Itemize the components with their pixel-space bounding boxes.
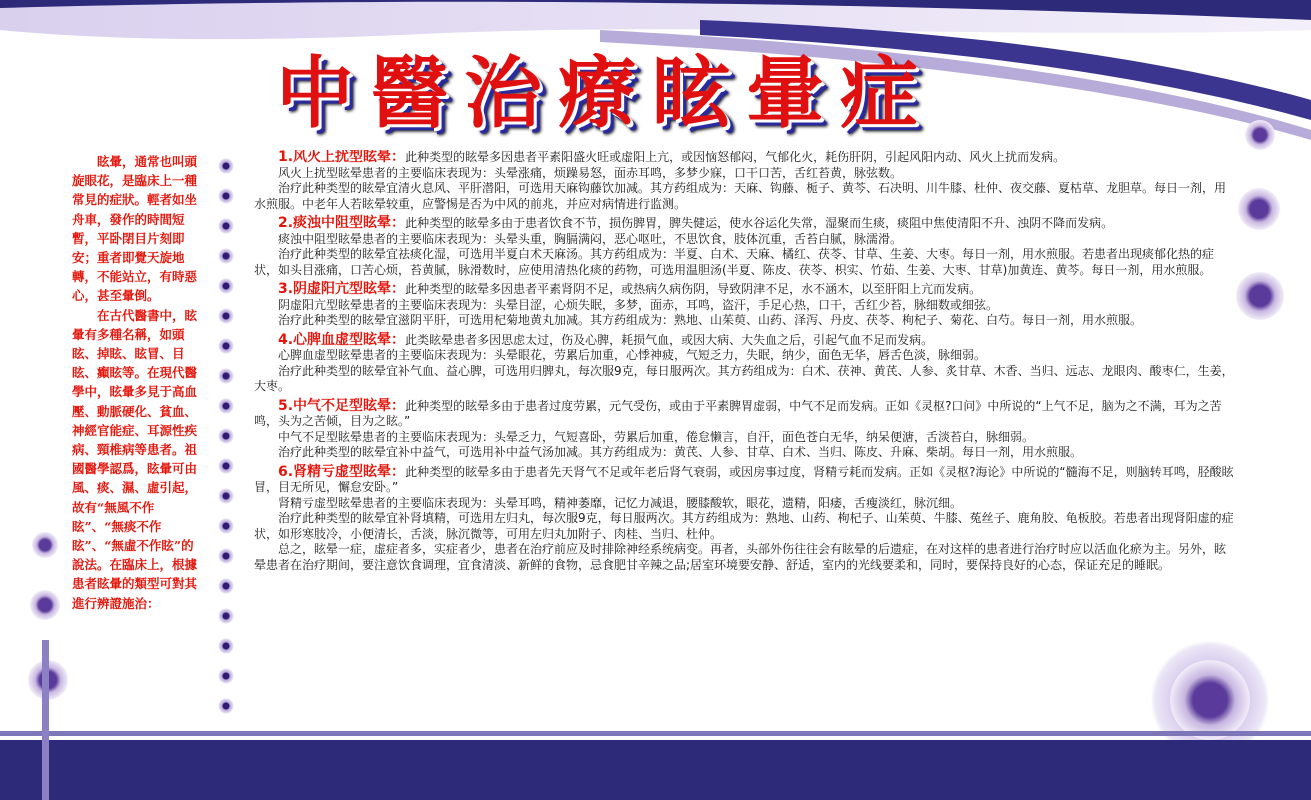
bullet-dot-icon [218, 398, 234, 414]
section-paragraph: 治疗此种类型的眩晕宜补中益气，可选用补中益气汤加减。其方药组成为：黄芪、人参、甘草、白术、当归、陈皮、升麻、柴胡。每日一剂，用水煎服。 [278, 445, 1083, 459]
section-paragraph: 阴虚阳亢型眩晕患者的主要临床表现为：头晕目涩，心烦失眠，多梦，面赤，耳鸣，盗汗，手足心热，口干，舌红少苔，脉细数或细弦。 [278, 297, 999, 312]
article-body [254, 150, 1234, 725]
section-paragraph: 风火上扰型眩晕患者的主要临床表现为：头晕涨痛，烦躁易怒，面赤耳鸣，多梦少寐，口干口苦，舌红苔黄，脉弦数。 [278, 165, 903, 180]
intro-paragraph: 眩暈，通常也叫頭旋眼花，是臨床上一種常見的症狀。輕者如坐舟車，發作的時間短暫，平卧閉目片刻即安；重者即覺天旋地轉，不能站立，有時惡心，甚至暈倒。 [72, 154, 198, 304]
bullet-dot-icon [218, 278, 234, 294]
section-paragraph: 治疗此种类型的眩晕宜滋阴平肝，可选用杞菊地黄丸加减。其方药组成为：熟地、山茱萸、山药、泽泻、丹皮、茯苓、枸杞子、菊花、白芍。每日一剂，用水煎服。 [278, 313, 1143, 327]
section-lead: 此种类型的眩晕多由于患者先天肾气不足或年老后肾气衰弱，或因房事过度，肾精亏耗而发病。正如《灵枢?海论》中所说的“髓海不足，则脑转耳鸣，胫酸眩冒，目无所见，懈怠安卧。” [254, 464, 1234, 494]
section-paragraph: 治疗此种类型的眩晕宜补肾填精，可选用左归丸，每次服9克，每日服两次。其方药组成为：熟地、山药、枸杞子、山茱萸、牛膝、菟丝子、鹿角胶、龟板胶。若患者出现肾阳虚的症状，如形寒肢冷，小便清长，舌淡，脉沉微等，可用左归丸加附子、肉桂、当归、杜仲。 [254, 511, 1234, 541]
bullet-dot-icon [218, 458, 234, 474]
bullet-dot-icon [218, 668, 234, 684]
section-lead: 此种类型的眩晕多因患者平素肾阴不足，或热病久病伤阴，导致阴津不足，水不涵木，以至肝阳上亢而发病。 [405, 282, 982, 296]
section-4 [254, 333, 1234, 395]
section-lead: 此类眩晕患者多因思虑太过，伤及心脾，耗损气血，或因大病、大失血之后，引起气血不足而发病。 [405, 332, 934, 347]
bullet-dot-icon [218, 338, 234, 354]
bullet-dot-icon [218, 218, 234, 234]
footer-line [0, 731, 1311, 736]
bullet-dot-icon [218, 638, 234, 654]
section-paragraph: 总之，眩晕一症，虚症者多，实症者少，患者在治疗前应及时排除神经系统病变。再者，头部外伤往往会有眩晕的后遗症，在对这样的患者进行治疗时应以活血化瘀为主。另外，眩晕患者在治疗期间，要注意饮食调理，宜食清淡、新鲜的食物，忌食肥甘辛辣之品;居室环境要安静、舒适，室内的光线要柔和，同时，要保持良好的心态，保证充足的睡眠。 [254, 542, 1227, 572]
section-paragraph: 肾精亏虚型眩晕患者的主要临床表现为：头晕耳鸣，精神萎靡，记忆力减退，腰膝酸软，眼花，遗精，阳痿，舌瘦淡红，脉沉细。 [278, 495, 963, 510]
decorative-circle-icon [30, 590, 60, 620]
bullet-dot-icon [218, 368, 234, 384]
section-5 [254, 399, 1234, 461]
decorative-circle-icon [1245, 120, 1275, 150]
section-paragraph: 治疗此种类型的眩晕宜补气血、益心脾，可选用归脾丸，每次服9克，每日服两次。其方药组成为：白术、茯神、黄芪、人参、炙甘草、木香、当归、远志、龙眼肉、酸枣仁，生姜，大枣。 [254, 363, 1234, 393]
bullet-dot-icon [218, 608, 234, 624]
bullet-dots [218, 158, 238, 718]
bullet-dot-icon [218, 428, 234, 444]
bullet-dot-icon [218, 158, 234, 174]
section-paragraph: 治疗此种类型的眩晕宜清火息风、平肝潜阳，可选用天麻钩藤饮加减。其方药组成为：天麻、钩藤、栀子、黄芩、石决明、川牛膝、杜仲、夜交藤、夏枯草、龙胆草。每日一剂，用水煎服。中老年人若眩晕较重，应警惕是否为中风的前兆，并应对病情进行监测。 [254, 181, 1227, 211]
footer-bar [0, 740, 1311, 800]
decorative-circle-icon [1238, 188, 1280, 230]
section-1 [254, 150, 1234, 212]
intro-paragraph: 在古代醫書中，眩暈有多種名稱，如頭眩、掉眩、眩冒、目眩、癲眩等。在現代醫學中，眩暈多見于高血壓、動脈硬化、貧血、神經官能症、耳源性疾病、頸椎病等患者。祖國醫學認爲，眩暈可由風、痰、濕、虛引起，故有“無風不作眩”、“無痰不作眩”、“無虛不作眩”的說法。在臨床上，根據患者眩暈的類型可對其進行辨證施治： [72, 307, 198, 611]
bullet-dot-icon [218, 518, 234, 534]
bullet-dot-icon [218, 578, 234, 594]
section-heading: 3.阴虚阳亢型眩晕： [278, 281, 406, 297]
bullet-dot-icon [218, 698, 234, 714]
section-paragraph: 心脾血虚型眩晕患者的主要临床表现为：头晕眼花，劳累后加重，心悸神疲，气短乏力，失眠，纳少，面色无华，唇舌色淡，脉细弱。 [278, 348, 987, 362]
decorative-circle-icon [32, 532, 58, 558]
decorative-circle-icon [1236, 272, 1284, 320]
intro-sidebar [72, 152, 206, 712]
bullet-dot-icon [218, 548, 234, 564]
section-paragraph: 痰浊中阻型眩晕患者的主要临床表现为：头晕头重，胸膈满闷，恶心呕吐，不思饮食，肢体沉重，舌苔白腻，脉濡滑。 [278, 231, 903, 246]
section-lead: 此种类型的眩晕多由于患者过度劳累，元气受伤，或由于平素脾胃虚弱，中气不足而发病。正如《灵枢?口问》中所说的“上气不足，脑为之不满，耳为之苦鸣，头为之苦倾，目为之眩。” [254, 398, 1222, 428]
section-3 [254, 282, 1234, 329]
bullet-dot-icon [218, 488, 234, 504]
section-2 [254, 216, 1234, 278]
section-heading: 2.痰浊中阻型眩晕： [278, 215, 406, 231]
section-6 [254, 465, 1234, 574]
section-paragraph: 治疗此种类型的眩晕宜祛痰化湿，可选用半夏白术天麻汤。其方药组成为：半夏、白术、天麻、橘红、茯苓、甘草、生姜、大枣。每日一剂，用水煎服。若患者出现痰郁化热的症状，如头目涨痛，口苦心烦，苔黄腻，脉滑数时，应使用清热化痰的药物，可选用温胆汤(半夏、陈皮、茯苓、枳实、竹茹、生姜、大枣、甘草)加黄连、黄芩。每日一剂，用水煎服。 [254, 247, 1215, 277]
section-heading: 5.中气不足型眩晕： [278, 397, 406, 414]
bullet-dot-icon [218, 188, 234, 204]
bullet-dot-icon [218, 248, 234, 264]
section-heading: 4.心脾血虚型眩晕： [278, 331, 406, 348]
section-heading: 1.风火上扰型眩晕： [278, 150, 406, 165]
bullet-dot-icon [218, 308, 234, 324]
section-lead: 此种类型的眩晕多因患者平素阳盛火旺或虚阳上亢，或因恼怒郁闷，气郁化火，耗伤肝阴，引起风阳内动、风火上扰而发病。 [405, 150, 1066, 164]
decorative-circle-icon [1170, 660, 1250, 740]
section-paragraph: 中气不足型眩晕患者的主要临床表现为：头晕乏力，气短喜卧，劳累后加重，倦怠懒言，自汗，面色苍白无华，纳呆便溏，舌淡苔白，脉细弱。 [278, 429, 1035, 444]
page-title: 中醫治療眩暈症 [276, 49, 935, 139]
decorative-pole [42, 640, 49, 800]
section-lead: 此种类型的眩晕多由于患者饮食不节，损伤脾胃，脾失健运，使水谷运化失常，湿聚而生痰，痰阻中焦使清阳不升、浊阴不降而发病。 [405, 216, 1114, 230]
section-heading: 6.肾精亏虚型眩晕： [278, 463, 406, 480]
